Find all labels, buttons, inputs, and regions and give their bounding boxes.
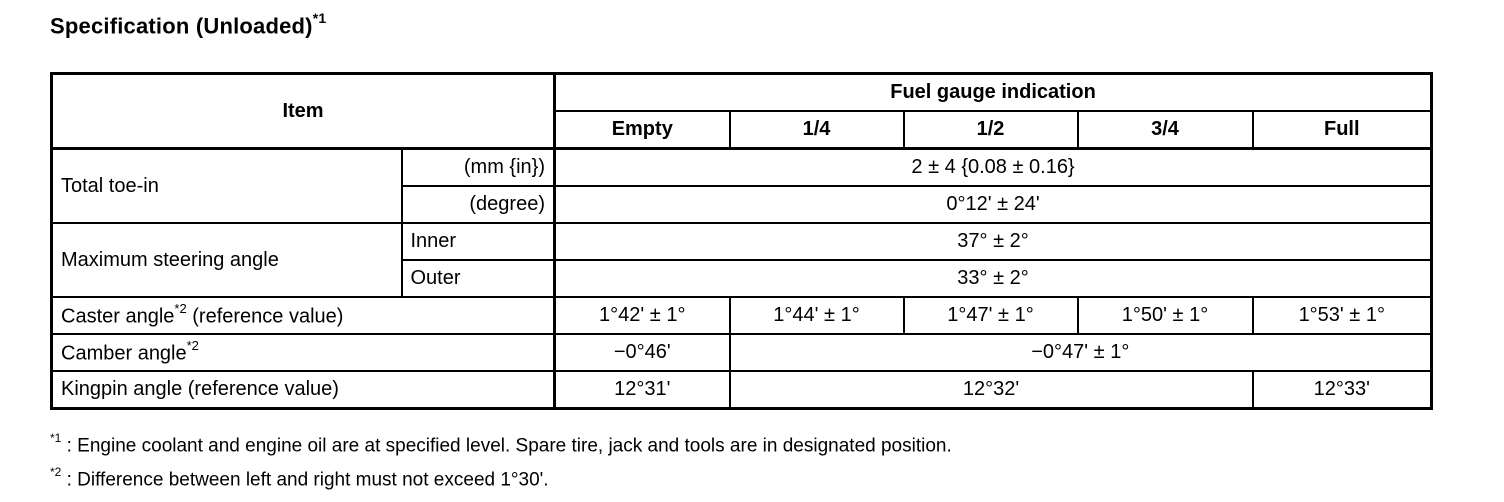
toe-in-degree-unit: (degree) [402,186,555,223]
steering-inner-label: Inner [402,223,555,260]
header-col-empty: Empty [555,111,730,149]
kingpin-value-mid: 12°32' [730,371,1253,409]
caster-value-quarter: 1°44' ± 1° [730,297,904,334]
caster-footnote-mark: *2 [174,300,187,316]
footnote-2 [50,460,952,494]
specification-table [50,72,1433,410]
caster-value-three-quarter: 1°50' ± 1° [1078,297,1253,334]
camber-footnote-mark: *2 [186,337,199,353]
caster-label [52,297,555,334]
header-item: Item [52,74,555,149]
toe-in-label: Total toe-in [52,149,402,224]
camber-label [52,334,555,371]
caster-value-half: 1°47' ± 1° [904,297,1078,334]
caster-value-full: 1°53' ± 1° [1253,297,1432,334]
steering-inner-value: 37° ± 2° [555,223,1432,260]
toe-in-mm-unit: (mm {in}) [402,149,555,187]
footnote-1 [50,426,952,460]
caster-label-suffix: (reference value) [186,305,344,328]
title-footnote-mark: *1 [312,10,327,26]
table-row-kingpin [52,371,1432,409]
footnote-1-text: : Engine coolant and engine oil are at specified level. Spare tire, jack and tools are in designated position. [61,435,952,457]
page-title [50,12,326,39]
footnote-2-text: : Difference between left and right must not exceed 1°30'. [61,469,549,491]
caster-label-text: Caster angle [61,305,175,328]
table-row-caster [52,297,1432,334]
steering-outer-value: 33° ± 2° [555,260,1432,297]
title-text: Specification (Unloaded) [50,13,313,39]
kingpin-value-full: 12°33' [1253,371,1432,409]
header-row-1 [52,74,1432,112]
toe-in-degree-value: 0°12' ± 24' [555,186,1432,223]
table-row-steering-inner [52,223,1432,260]
footnote-2-mark: *2 [50,465,62,480]
toe-in-mm-value: 2 ± 4 {0.08 ± 0.16} [555,149,1432,187]
caster-value-empty: 1°42' ± 1° [555,297,730,334]
header-col-full: Full [1253,111,1432,149]
footnote-1-mark: *1 [50,431,62,445]
kingpin-label: Kingpin angle (reference value) [52,371,555,409]
camber-value-empty: −0°46' [555,334,730,371]
footnotes [50,426,952,495]
table-row-toe-in-mm [52,149,1432,187]
header-col-quarter: 1/4 [730,111,904,149]
header-fuel-gauge: Fuel gauge indication [555,74,1432,112]
steering-angle-label: Maximum steering angle [52,223,402,297]
steering-outer-label: Outer [402,260,555,297]
header-col-half: 1/2 [904,111,1078,149]
kingpin-value-empty: 12°31' [555,371,730,409]
table-row-camber [52,334,1432,371]
camber-value-rest: −0°47' ± 1° [730,334,1432,371]
header-col-three-quarter: 3/4 [1078,111,1253,149]
camber-label-text: Camber angle [61,342,187,365]
